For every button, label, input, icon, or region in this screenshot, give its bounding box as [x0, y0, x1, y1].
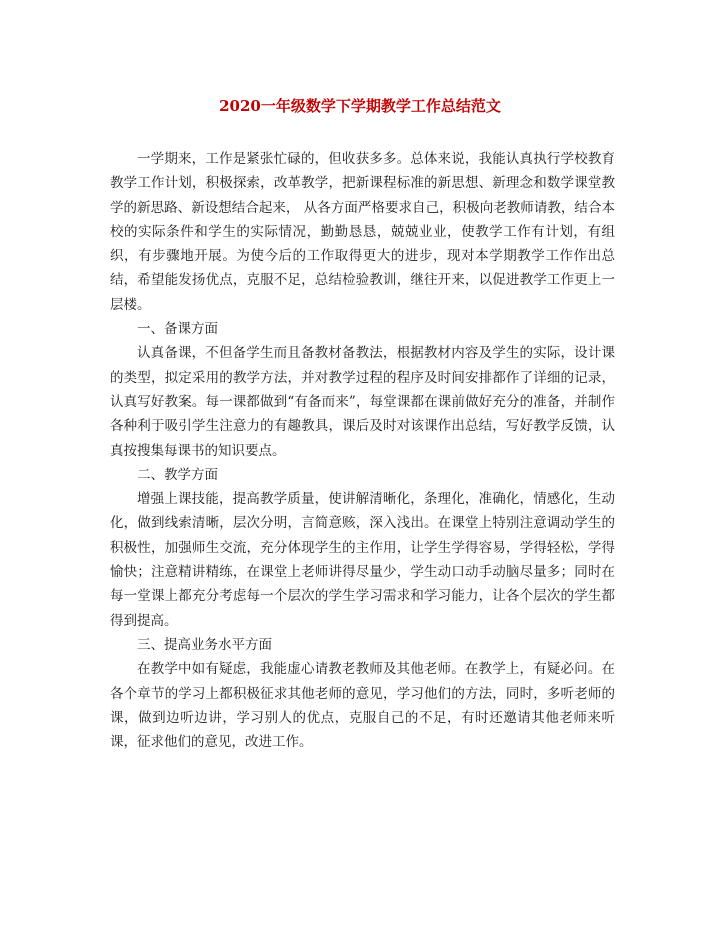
document-body	[110, 147, 615, 754]
section-heading-teaching: 二、教学方面	[137, 466, 218, 483]
intro-paragraph: 一学期来，工作是紧张忙碌的，但收获多多。总体来说，我能认真执行学校教育教学工作计划，积极探索，改革教学，把新课程标准的新思想、新理念和数学课堂教学的新思路、新设想结合起来， 从各方面严格要求自己，积极向老教师请教，结合本校的实际条件和学生的实际情况，勤勤恳恳，兢兢业业，使教学工作有计划，有组织，有步骤地开展。为使今后的工作取得更大的进步，现对本学期教学工作作出总结，希望能发扬优点，克服不足，总结检验教训，继往开来，以促进教学工作更上一层楼。	[110, 151, 615, 313]
section-paragraph-teaching: 增强上课技能，提高教学质量，使讲解清晰化，条理化，准确化，情感化，生动化，做到线索清晰，层次分明，言简意赅，深入浅出。在课堂上特别注意调动学生的积极性，加强师生交流，充分体现学生的主作用，让学生学得容易，学得轻松，学得愉快；注意精讲精练，在课堂上老师讲得尽量少，学生动口动手动脑尽量多；同时在每一堂课上都充分考虑每一个层次的学生学习需求和学习能力，让各个层次的学生都得到提高。	[110, 491, 615, 629]
section-paragraph-professional-growth: 在教学中如有疑虑，我能虚心请教老教师及其他老师。在教学上，有疑必问。在各个章节的学习上都积极征求其他老师的意见，学习他们的方法，同时，多听老师的课，做到边听边讲，学习别人的优点，克服自己的不足，有时还邀请其他老师来听课，征求他们的意见，改进工作。	[110, 661, 615, 751]
document-title: 2020一年级数学下学期教学工作总结范文	[219, 97, 501, 115]
section-heading-professional-growth: 三、提高业务水平方面	[137, 636, 272, 653]
section-heading-lesson-prep: 一、备课方面	[137, 321, 218, 338]
section-paragraph-lesson-prep: 认真备课，不但备学生而且备教材备教法，根据教材内容及学生的实际，设计课的类型，拟定采用的教学方法，并对教学过程的程序及时间安排都作了详细的记录，认真写好教案。每一课都做到“有备而来”，每堂课都在课前做好充分的准备，并制作各种利于吸引学生注意力的有趣教具，课后及时对该课作出总结，写好教学反馈，认真按搜集每课书的知识要点。	[110, 345, 615, 459]
